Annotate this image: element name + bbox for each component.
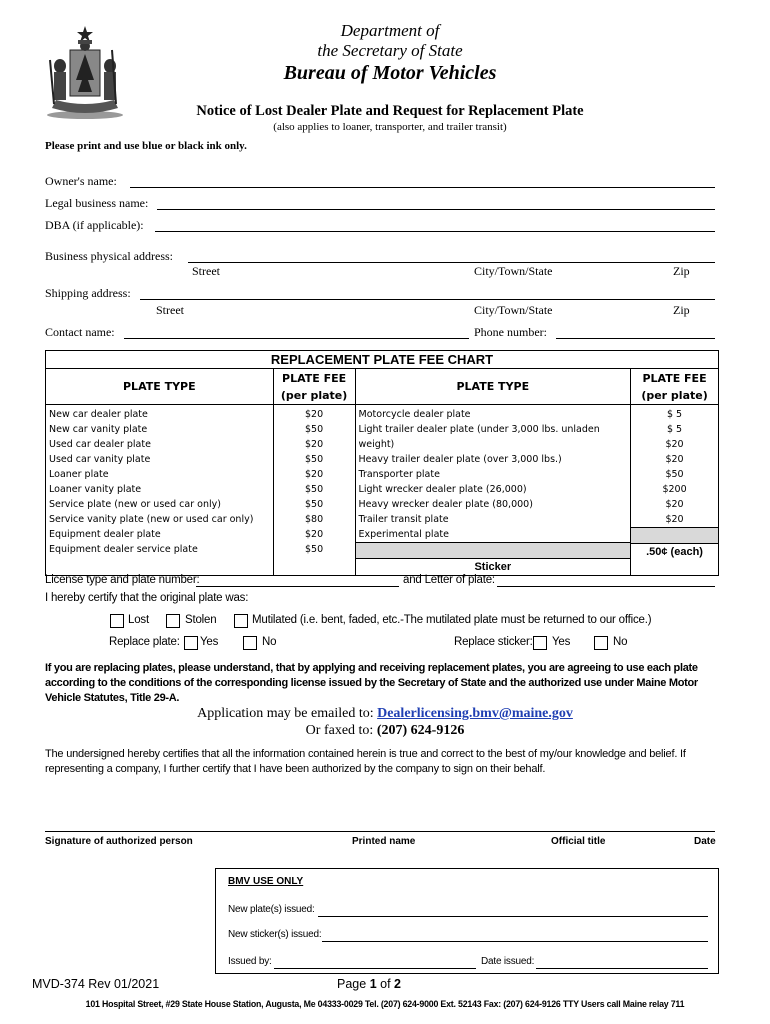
plate-type: Equipment dealer service plate (49, 544, 198, 555)
plate-type-header-left: PLATE TYPE (46, 369, 274, 405)
dba-label: DBA (if applicable): (45, 218, 144, 232)
lost-checkbox[interactable] (110, 614, 124, 628)
plate-fee: $20 (305, 439, 324, 450)
plate-type: Service plate (new or used car only) (49, 499, 221, 510)
legal-name-input[interactable] (157, 209, 715, 210)
page-total: 2 (394, 977, 401, 991)
replace-sticker-yes-label: Yes (552, 636, 571, 648)
new-plates-input[interactable] (318, 916, 708, 917)
fee-header-line1: PLATE FEE (642, 371, 707, 385)
form-subtitle: (also applies to loaner, transporter, and trailer transit) (273, 121, 507, 133)
plate-fee: $20 (665, 514, 684, 525)
plate-type: Used car dealer plate (49, 439, 151, 450)
right-fees-cell (631, 405, 719, 576)
license-type-input[interactable] (196, 586, 399, 587)
plate-type: Service vanity plate (new or used car only) (49, 514, 254, 525)
plate-fee: $50 (305, 499, 324, 510)
business-address-label: Business physical address: (45, 249, 173, 263)
replace-sticker-label: Replace sticker: (454, 636, 533, 648)
plate-fee: $20 (665, 454, 684, 465)
plate-fee-header-right (631, 369, 719, 405)
plate-type: Loaner plate (49, 469, 109, 480)
shipping-address-input[interactable] (140, 299, 715, 300)
grey-spacer (356, 542, 631, 558)
fee-header-line1: PLATE FEE (282, 371, 347, 385)
license-type-label: License type and plate number: (45, 574, 200, 586)
plate-fee: $80 (305, 514, 324, 525)
phone-label: Phone number: (474, 325, 547, 339)
plate-fee: $20 (305, 469, 324, 480)
plate-type: Experimental plate (358, 529, 449, 540)
plate-fee: $50 (305, 424, 324, 435)
fax-prefix: Or faxed to: (305, 723, 374, 738)
date-label: Date (694, 836, 716, 847)
shipping-zip-caption: Zip (673, 303, 690, 317)
issued-by-input[interactable] (274, 968, 476, 969)
replace-sticker-no-label: No (613, 636, 628, 648)
plate-type: Equipment dealer plate (49, 529, 161, 540)
email-line (150, 706, 620, 722)
agreement-text: If you are replacing plates, please understand, that by applying and receiving replacement plates, you are agreeing to use each plate according to the conditions of the corresponding license issued by the Secretary of State and the authorized use under Maine Motor Vehicle Statutes, Title 29-A. (45, 662, 698, 704)
plate-fee: $200 (662, 484, 687, 495)
plate-fee: $ 5 (666, 424, 683, 435)
plate-fee: $50 (305, 484, 324, 495)
page-indicator (337, 977, 401, 991)
page-number: 1 (369, 977, 377, 991)
plate-type: Light wrecker dealer plate (26,000) (358, 484, 527, 495)
lost-label: Lost (128, 614, 149, 626)
page-prefix: Page (337, 977, 367, 991)
owner-name-label: Owner's name: (45, 174, 117, 188)
new-plates-label: New plate(s) issued: (228, 904, 315, 915)
plate-type: New car vanity plate (49, 424, 148, 435)
fee-header-line2: (per plate) (280, 388, 348, 402)
plate-fee: $ 5 (666, 409, 683, 420)
left-types-cell (46, 405, 274, 576)
street-caption: Street (192, 264, 220, 278)
replace-plate-no-label: No (262, 636, 277, 648)
plate-type: Motorcycle dealer plate (358, 409, 471, 420)
shipping-address-label: Shipping address: (45, 286, 131, 300)
shipping-city-caption: City/Town/State (474, 303, 553, 317)
bmv-title: BMV USE ONLY (228, 876, 304, 887)
right-types-cell (355, 405, 631, 576)
plate-fee: $50 (305, 454, 324, 465)
owner-name-input[interactable] (130, 187, 715, 188)
contact-name-label: Contact name: (45, 325, 115, 339)
plate-type: Heavy wrecker dealer plate (80,000) (358, 499, 533, 510)
plate-type: Trailer transit plate (358, 514, 449, 525)
certification-text: The undersigned hereby certifies that all the information contained herein is true and correct to the best of my/our knowledge and belief. If representing a company, I further certify that I have been authorized by the company to sign on their behalf. (45, 748, 686, 775)
plate-fee: $50 (665, 469, 684, 480)
replace-plate-no-checkbox[interactable] (243, 636, 257, 650)
form-title: Notice of Lost Dealer Plate and Request for Replacement Plate (196, 103, 584, 119)
legal-name-label: Legal business name: (45, 196, 149, 210)
zip-caption: Zip (673, 264, 690, 278)
fax-number: (207) 624-9126 (376, 723, 465, 738)
phone-input[interactable] (556, 338, 715, 339)
mutilated-checkbox[interactable] (234, 614, 248, 628)
fee-chart-title: REPLACEMENT PLATE FEE CHART (46, 351, 719, 369)
certify-label: I hereby certify that the original plate was: (45, 592, 249, 604)
left-fees-cell (273, 405, 355, 576)
new-stickers-label: New sticker(s) issued: (228, 929, 322, 940)
contact-name-input[interactable] (124, 338, 469, 339)
official-title-label: Official title (551, 836, 606, 847)
mutilated-label: Mutilated (i.e. bent, faded, etc.-The mutilated plate must be returned to our office.) (252, 614, 652, 626)
plate-type: Light trailer dealer plate (under 3,000 lbs. unladen weight) (358, 424, 600, 450)
replace-plate-yes-checkbox[interactable] (184, 636, 198, 650)
dept-line1: Department of (340, 21, 440, 40)
form-id: MVD-374 Rev 01/2021 (32, 977, 160, 991)
replace-plate-label: Replace plate: (109, 636, 180, 648)
footer-address: 101 Hospital Street, #29 State House Station, Augusta, Me 04333-0029 Tel. (207) 624-9000 Ext. 52143 Fax: (207) 624-9126 TTY Users call Maine relay 711 (85, 999, 685, 1009)
fax-line (150, 723, 620, 739)
plate-fee: $20 (665, 439, 684, 450)
grey-spacer (631, 527, 718, 543)
plate-type: Loaner vanity plate (49, 484, 142, 495)
replace-sticker-yes-checkbox[interactable] (533, 636, 547, 650)
plate-fee: $20 (305, 529, 324, 540)
plate-fee: $50 (305, 544, 324, 555)
bmv-use-box (215, 868, 719, 974)
letter-of-plate-label: and Letter of plate: (403, 574, 495, 586)
fee-header-line2: (per plate) (641, 388, 708, 402)
stolen-checkbox[interactable] (166, 614, 180, 628)
email-prefix: Application may be emailed to: (197, 706, 374, 721)
state-seal (40, 20, 130, 120)
sticker-label: Sticker (356, 558, 631, 575)
sticker-fee: .50¢ (each) (631, 543, 718, 560)
replace-sticker-no-checkbox[interactable] (594, 636, 608, 650)
shipping-street-caption: Street (156, 303, 184, 317)
dept-line2: the Secretary of State (317, 41, 463, 60)
date-issued-label: Date issued: (481, 956, 535, 967)
fee-chart (45, 350, 719, 576)
signature-input[interactable] (45, 831, 715, 832)
page-of: of (380, 977, 391, 991)
bureau-title: Bureau of Motor Vehicles (283, 62, 497, 84)
plate-type: Transporter plate (358, 469, 440, 480)
letter-of-plate-input[interactable] (497, 586, 715, 587)
plate-type-header-right: PLATE TYPE (355, 369, 631, 405)
dba-input[interactable] (155, 231, 715, 232)
date-issued-input[interactable] (536, 968, 708, 969)
plate-fee-header-left (273, 369, 355, 405)
replace-plate-yes-label: Yes (200, 636, 219, 648)
new-stickers-input[interactable] (322, 941, 708, 942)
plate-type: Used car vanity plate (49, 454, 151, 465)
printed-name-label: Printed name (352, 836, 416, 847)
plate-type: New car dealer plate (49, 409, 148, 420)
stolen-label: Stolen (185, 614, 217, 626)
email-link[interactable]: Dealerlicensing.bmv@maine.gov (377, 706, 573, 721)
signature-label: Signature of authorized person (45, 836, 193, 847)
city-caption: City/Town/State (474, 264, 553, 278)
instructions: Please print and use blue or black ink only. (45, 140, 247, 152)
business-address-input[interactable] (188, 262, 715, 263)
plate-type: Heavy trailer dealer plate (over 3,000 lbs.) (358, 454, 562, 465)
plate-fee: $20 (665, 499, 684, 510)
plate-fee: $20 (305, 409, 324, 420)
issued-by-label: Issued by: (228, 956, 272, 967)
